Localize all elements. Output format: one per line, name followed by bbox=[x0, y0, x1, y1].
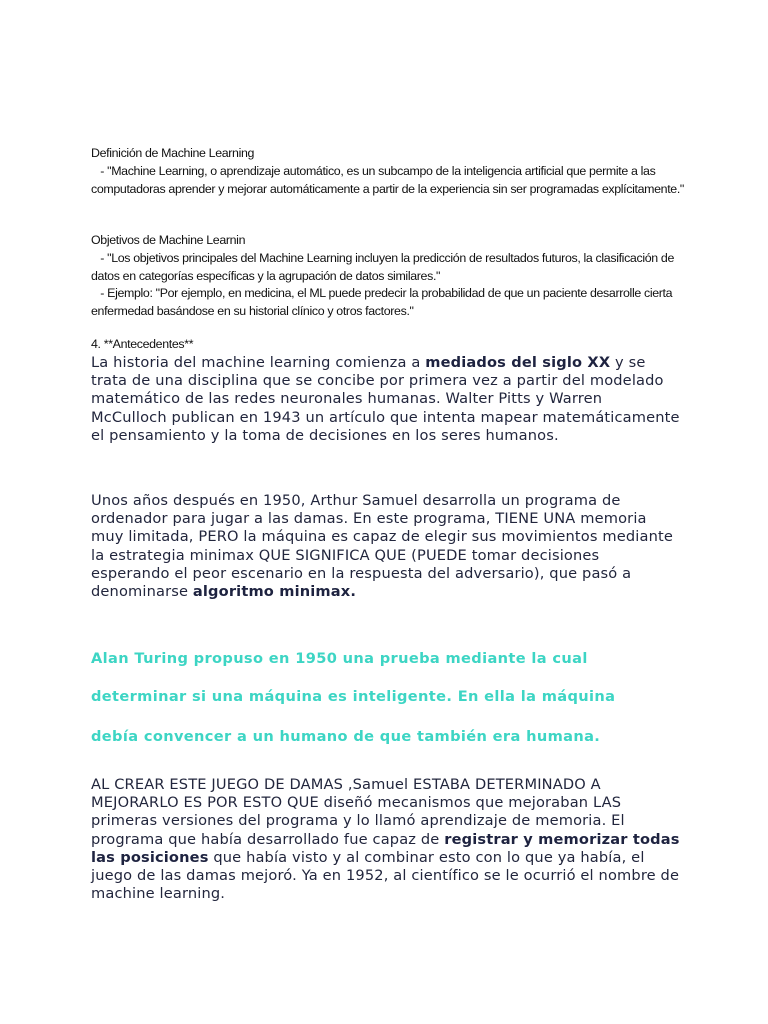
samuel-bold-minimax: algoritmo minimax. bbox=[192, 583, 357, 601]
history-text-1: La historia del machine learning comienza a bbox=[91, 354, 426, 371]
turing-line-2: determinar si una máquina es inteligente. En ella la máquina bbox=[91, 688, 616, 705]
history-paragraph bbox=[91, 354, 681, 445]
samuel-text-1: Unos años después en 1950, Arthur Samuel desarrolla un programa de ordenador para jugar a las damas. En este programa, TIENE UNA memoria muy limitada, PERO la máquina es capaz de elegir sus movimientos mediante la estrategia minimax QUE SIGNIFICA QUE (PUEDE tomar decisiones esperando el peor escenario en la respuesta del adversario), que pasó a denominarse bbox=[91, 492, 673, 601]
memory-paragraph bbox=[91, 776, 681, 903]
turing-line-1: Alan Turing propuso en 1950 una prueba mediante la cual bbox=[91, 650, 588, 667]
objectives-text: - "Los objetivos principales del Machine Learning incluyen la predicción de resultados futuros, la clasificación de datos en categorías específicas y la agrupación de datos similares." bbox=[91, 251, 678, 283]
history-bold-period: mediados del siglo XX bbox=[425, 354, 611, 371]
memory-text-1: AL CREAR ESTE JUEGO DE DAMAS ,Samuel ESTABA DETERMINADO A MEJORARLO ES POR ESTO QUE diseñó mecanismos que mejoraban LAS primeras versiones del programa y lo llamó aprendizaje de memoria. El programa que había desarrollado fue capaz de bbox=[91, 776, 625, 848]
history-text-2: y se trata de una disciplina que se concibe por primera vez a partir del modelado matemático de las redes neuronales humanas. Walter Pitts y Warren McCulloch publican en 1943 un artículo que intenta mapear matemáticamente el pensamiento y la toma de decisiones en los seres humanos. bbox=[91, 354, 680, 444]
antecedentes-heading: 4. **Antecedentes** bbox=[91, 337, 194, 351]
memory-bold-positions: registrar y memorizar todas las posiciones bbox=[91, 830, 680, 866]
definition-title: Definición de Machine Learning bbox=[91, 146, 255, 160]
memory-text-2: que había visto y al combinar esto con lo que ya había, el juego de las damas mejoró. Ya en 1952, al científico se le ocurrió el nombre de machine learning. bbox=[91, 848, 680, 903]
samuel-paragraph bbox=[91, 492, 681, 601]
definition-text: - "Machine Learning, o aprendizaje automático, es un subcampo de la inteligencia artificial que permite a las computadoras aprender y mejorar automáticamente a partir de la experiencia sin ser programadas explícitamente." bbox=[91, 164, 684, 196]
example-text: - Ejemplo: "Por ejemplo, en medicina, el ML puede predecir la probabilidad de que un paciente desarrolle cierta enfermedad basándose en su historial clínico y otros factores." bbox=[91, 286, 676, 318]
turing-line-3: debía convencer a un humano de que también era humana. bbox=[91, 728, 601, 745]
objectives-title: Objetivos de Machine Learnin bbox=[91, 233, 246, 247]
